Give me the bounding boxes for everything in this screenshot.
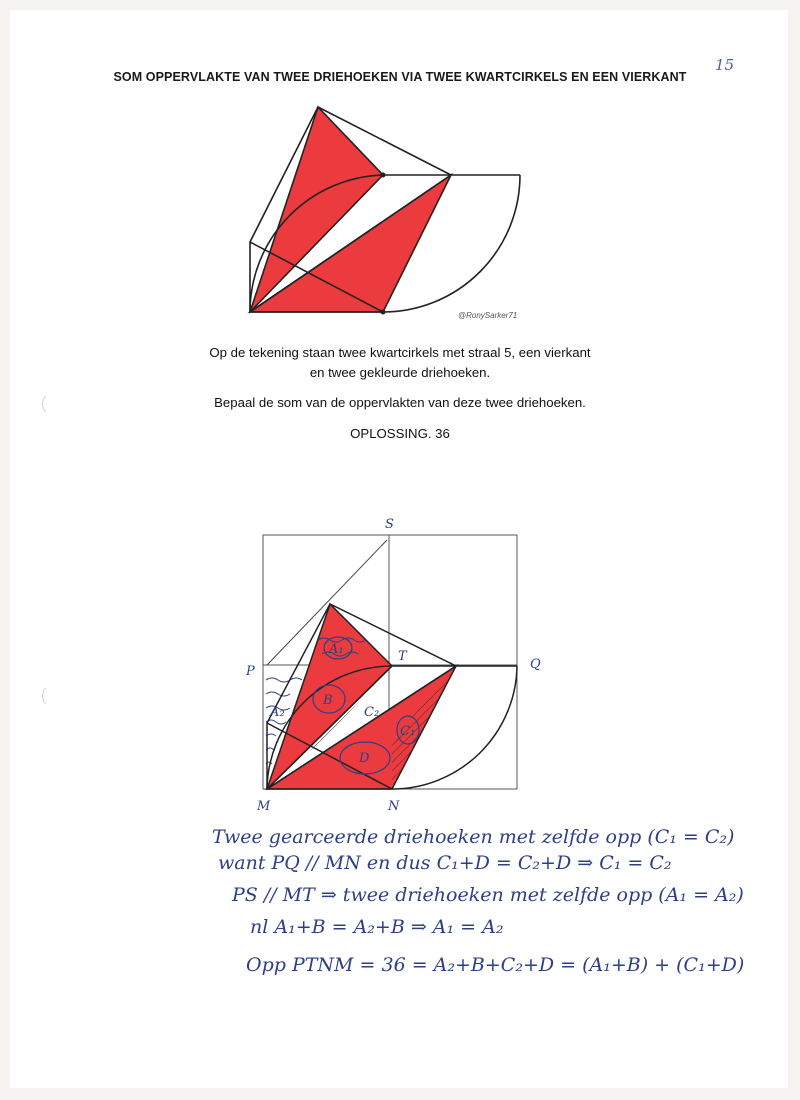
point-marker (381, 173, 386, 178)
label-p: P (246, 664, 255, 679)
problem-figure (0, 0, 800, 340)
label-n: N (388, 799, 400, 814)
label-q: Q (530, 657, 541, 672)
page-number: 15 (715, 56, 735, 74)
label-t: T (398, 649, 407, 664)
problem-line-2: en twee gekleurde driehoeken. (309, 365, 491, 380)
handwritten-line-1: Twee gearceerde driehoeken met zelfde opp (C₁ = C₂) (212, 826, 735, 848)
handwritten-line-3: PS // MT ⇒ twee driehoeken met zelfde opp (A₁ = A₂) (232, 884, 744, 906)
label-m: M (257, 799, 271, 814)
label-a2: A₂ (270, 705, 285, 720)
label-b: B (323, 693, 333, 708)
label-c1: C₁ (400, 724, 416, 739)
solution-figure (0, 500, 800, 820)
problem-question: Bepaal de som van de oppervlakten van deze twee driehoeken. (214, 395, 586, 410)
label-a1: A₁ (329, 642, 344, 657)
handwritten-line-5: Opp PTNM = 36 = A₂+B+C₂+D = (A₁+B) + (C₁+D) (246, 954, 745, 976)
label-s: S (385, 517, 394, 532)
handwritten-line-2: want PQ // MN en dus C₁+D = C₂+D ⇒ C₁ = C₂ (218, 852, 672, 874)
answer-text: OPLOSSING. 36 (350, 426, 450, 441)
problem-line-1: Op de tekening staan twee kwartcirkels met straal 5, een vierkant (209, 345, 591, 360)
page-title: SOM OPPERVLAKTE VAN TWEE DRIEHOEKEN VIA TWEE KWARTCIRKELS EN EEN VIERKANT (113, 70, 687, 84)
label-c2: C₂ (364, 705, 380, 720)
handwritten-line-4: nl A₁+B = A₂+B ⇒ A₁ = A₂ (250, 916, 504, 938)
point-marker (381, 310, 386, 315)
label-d: D (359, 751, 370, 766)
credit-text: @RonySarker71 (458, 311, 518, 320)
